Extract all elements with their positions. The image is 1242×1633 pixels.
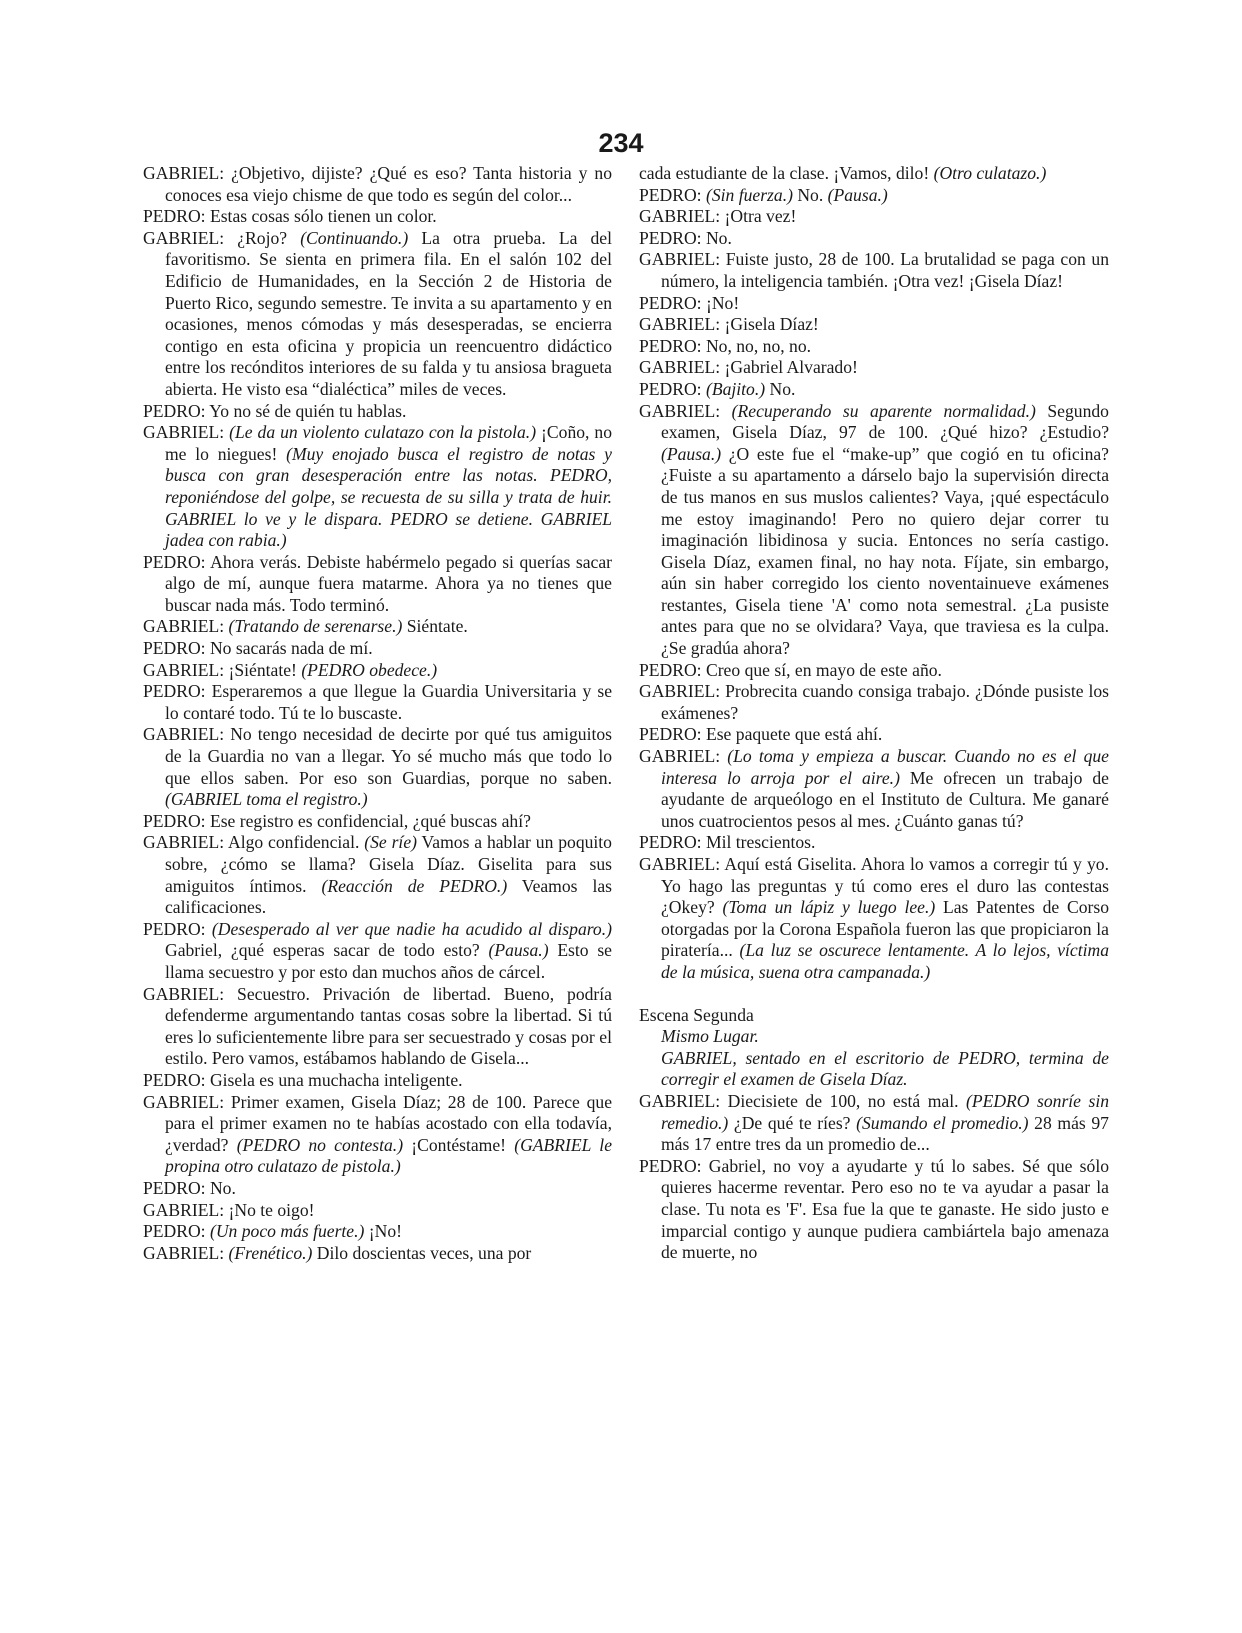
dialogue-text: La otra prueba. La del favoritismo. Se sienta en primera fila. En el salón 102 del Edificio de Humanidades, en la Sección 2 de Historia de Puerto Rico, segundo semestre. Te invita a su apartamento y en ocasiones, menos cómodas y más desesperadas, se encierra contigo en esta oficina y propicia un reencuentro didáctico entre los recónditos interiores de su falda y tu ansiosa bragueta abierta. He visto esa “dialéctica” miles de veces. <box>165 227 612 399</box>
dialogue-text: Siéntate. <box>402 616 468 637</box>
dialogue-text: Las Patentes de Corso otorgadas por la Corona Española fueron las que propiciaron la piratería... <box>661 897 1110 961</box>
dialogue-text: GABRIEL: ¡Otra vez! <box>639 206 797 227</box>
dialogue-text: GABRIEL: No tengo necesidad de decirte por qué tus amiguitos de la Guardia no van a llegar. Yo sé mucho más que todo lo que ellos saben. Por eso son Guardias, porque no saben. <box>143 724 612 788</box>
dialogue-text: GABRIEL: <box>143 616 229 637</box>
stage-direction-text: (Muy enojado busca el registro de notas y busca con gran desesperación entre las notas. PEDRO, reponiéndose del golpe, se recuesta de su silla y trata de huir. GABRIEL lo ve y le dispara. PEDRO se detiene. GABRIEL jadea con rabia.) <box>165 443 612 551</box>
dialogue-text: cada estudiante de la clase. ¡Vamos, dilo! <box>639 163 934 183</box>
stage-direction-text: (PEDRO obedece.) <box>301 659 438 680</box>
dialogue-text: PEDRO: <box>639 184 706 205</box>
stage-direction-text: (Bajito.) <box>705 378 766 399</box>
dialogue-text: PEDRO: No. <box>143 1177 236 1198</box>
dialogue-paragraph <box>143 811 612 833</box>
scene-heading <box>639 1005 1109 1027</box>
dialogue-text: PEDRO: Ese registro es confidencial, ¿qué buscas ahí? <box>143 810 531 831</box>
dialogue-paragraph <box>143 1243 612 1265</box>
dialogue-text: PEDRO: Mil trescientos. <box>639 832 816 853</box>
dialogue-text: PEDRO: No sacarás nada de mí. <box>143 638 373 659</box>
stage-direction-text: (Tratando de serenarse.) <box>228 616 403 637</box>
dialogue-paragraph <box>639 185 1109 207</box>
dialogue-text: GABRIEL: <box>639 746 728 767</box>
stage-direction-text: (Un poco más fuerte.) <box>209 1221 365 1242</box>
dialogue-text: PEDRO: Gisela es una muchacha inteligente. <box>143 1069 463 1090</box>
stage-direction-text: GABRIEL, sentado en el escritorio de PEDRO, termina de corregir el examen de Gisela Díaz. <box>661 1047 1109 1090</box>
dialogue-text: GABRIEL: Diecisiete de 100, no está mal. <box>639 1090 966 1111</box>
dialogue-text: GABRIEL: <box>143 1242 229 1263</box>
stage-direction-text: (Toma un lápiz y luego lee.) <box>722 897 936 918</box>
dialogue-text: 28 más 97 más 17 entre tres da un promedio de... <box>661 1112 1109 1155</box>
dialogue-paragraph <box>639 314 1109 336</box>
dialogue-text: ¿O este fue el “make-up” que cogió en tu oficina? ¿Fuiste a su apartamento a dárselo bajo la supervisión directa de tus manos en sus muslos calientes? Vaya, ¡qué espectáculo me estoy imaginando! Pero no quiero dejar correr tu imaginación libidinosa y sucia. Entonces no sería castigo. Gisela Díaz, examen final, no hay nota. Fíjate, sin embargo, aún sin haber corregido los ciento noventainueve exámenes restantes, Gisela tiene 'A' como nota semestral. ¿La pusiste antes para que no se olvidara? Vaya, que traviesa es la culpa. ¿Se gradúa ahora? <box>661 443 1109 659</box>
dialogue-text: PEDRO: <box>143 1221 210 1242</box>
stage-direction-text: (Le da un violento culatazo con la pistola.) <box>229 422 537 443</box>
dialogue-text: PEDRO: No. <box>639 227 732 248</box>
dialogue-paragraph <box>639 660 1109 682</box>
dialogue-paragraph <box>639 1091 1109 1156</box>
dialogue-paragraph <box>639 401 1109 660</box>
dialogue-text: Gabriel, ¿qué esperas sacar de todo esto? <box>165 940 489 961</box>
dialogue-paragraph <box>143 163 612 206</box>
dialogue-paragraph <box>639 357 1109 379</box>
dialogue-paragraph <box>143 1221 612 1243</box>
stage-direction-text: (PEDRO no contesta.) <box>236 1134 404 1155</box>
dialogue-text: GABRIEL: ¿Rojo? <box>143 227 301 248</box>
dialogue-paragraph <box>143 422 612 552</box>
dialogue-text: Segundo examen, Gisela Díaz, 97 de 100. ¿Qué hizo? ¿Estudio? <box>661 400 1109 443</box>
dialogue-text: PEDRO: Esperaremos a que llegue la Guardia Universitaria y se lo contaré todo. Tú te lo buscaste. <box>143 681 612 723</box>
dialogue-text: GABRIEL: Primer examen, Gisela Díaz; 28 de 100. Parece que para el primer examen no te habías acostado con ella todavía, ¿verdad? <box>143 1091 612 1155</box>
dialogue-text: PEDRO: Estas cosas sólo tienen un color. <box>143 206 437 227</box>
stage-direction-text: (GABRIEL toma el registro.) <box>165 789 368 810</box>
stage-direction-text: (La luz se oscurece lentamente. A lo lejos, víctima de la música, suena otra campanada.) <box>661 940 1110 982</box>
dialogue-paragraph <box>143 984 612 1070</box>
stage-direction <box>639 1026 1109 1048</box>
stage-direction-text: (GABRIEL le propina otro culatazo de pistola.) <box>165 1134 612 1177</box>
dialogue-text: GABRIEL: Fuiste justo, 28 de 100. La brutalidad se paga con un número, la inteligencia también. ¡Otra vez! ¡Gisela Díaz! <box>639 249 1109 291</box>
left-column <box>143 163 612 1264</box>
dialogue-text: Esto se llama secuestro y por esto dan muchos años de cárcel. <box>165 940 612 982</box>
dialogue-text: GABRIEL: ¡Gabriel Alvarado! <box>639 357 858 378</box>
dialogue-paragraph <box>639 228 1109 250</box>
dialogue-text: No. <box>792 184 828 205</box>
dialogue-paragraph <box>143 681 612 724</box>
dialogue-paragraph <box>639 206 1109 228</box>
stage-direction-text: (Reacción de PEDRO.) <box>321 875 508 896</box>
right-column <box>639 163 1109 1264</box>
dialogue-paragraph <box>639 681 1109 724</box>
stage-direction-text: (Sumando el promedio.) <box>856 1112 1029 1133</box>
dialogue-paragraph <box>639 293 1109 315</box>
dialogue-text: PEDRO: Creo que sí, en mayo de este año. <box>639 659 942 680</box>
dialogue-paragraph <box>143 832 612 918</box>
dialogue-text: PEDRO: ¡No! <box>639 292 740 313</box>
stage-direction-text: (Frenético.) <box>228 1242 313 1263</box>
dialogue-paragraph <box>639 854 1109 984</box>
dialogue-paragraph <box>143 919 612 984</box>
dialogue-paragraph <box>143 616 612 638</box>
dialogue-text: GABRIEL: <box>639 400 732 421</box>
dialogue-paragraph <box>639 1156 1109 1264</box>
dialogue-paragraph <box>143 552 612 617</box>
dialogue-text: GABRIEL: <box>143 422 230 443</box>
dialogue-text: GABRIEL: ¿Objetivo, dijiste? ¿Qué es eso? Tanta historia y no conoces esa viejo chisme de que todo es según del color... <box>143 163 612 205</box>
stage-direction-text: (Pausa.) <box>827 184 888 205</box>
stage-direction-text: (Recuperando su aparente normalidad.) <box>731 400 1036 421</box>
stage-direction-text: (Lo toma y empieza a buscar. Cuando no es el que interesa lo arroja por el aire.) <box>661 746 1109 788</box>
dialogue-text: GABRIEL: Probrecita cuando consiga trabajo. ¿Dónde pusiste los exámenes? <box>639 681 1109 723</box>
dialogue-paragraph <box>143 1070 612 1092</box>
dialogue-text: Me ofrecen un trabajo de ayudante de arqueólogo en el Instituto de Cultura. Me ganaré unos cuatrocientos pesos al mes. ¿Cuánto ganas tú? <box>661 767 1109 831</box>
dialogue-text: PEDRO: <box>639 378 706 399</box>
dialogue-paragraph <box>143 1092 612 1178</box>
dialogue-paragraph <box>639 379 1109 401</box>
dialogue-text: PEDRO: Ahora verás. Debiste habérmelo pegado si querías sacar algo de mí, aunque fuera matarme. Ahora ya no tienes que buscar nada más. Todo terminó. <box>143 551 612 615</box>
dialogue-text: PEDRO: <box>143 918 212 939</box>
dialogue-paragraph <box>639 724 1109 746</box>
dialogue-text: GABRIEL: Secuestro. Privación de libertad. Bueno, podría defenderme argumentando tantas cosas sobre la libertad. Si tú eres lo suficientemente libre para ser secuestrado y cosas por el estilo. Pero vamos, estábamos hablando de Gisela... <box>143 983 612 1069</box>
stage-direction-text: (Pausa.) <box>661 443 722 464</box>
dialogue-text: GABRIEL: ¡Siéntate! <box>143 659 302 680</box>
dialogue-paragraph <box>143 228 612 401</box>
dialogue-text: ¿De qué te ríes? <box>728 1112 857 1133</box>
dialogue-paragraph <box>143 660 612 682</box>
dialogue-paragraph <box>639 746 1109 832</box>
dialogue-paragraph <box>143 1178 612 1200</box>
dialogue-paragraph <box>639 832 1109 854</box>
dialogue-paragraph <box>143 206 612 228</box>
dialogue-paragraph <box>639 336 1109 358</box>
dialogue-text: ¡Contéstame! <box>403 1134 515 1155</box>
stage-direction <box>639 1048 1109 1091</box>
dialogue-text: ¡No! <box>364 1221 402 1242</box>
stage-direction-text: (Continuando.) <box>300 227 409 248</box>
dialogue-text: Escena Segunda <box>639 1004 754 1025</box>
stage-direction-text: Mismo Lugar. <box>661 1026 759 1047</box>
stage-direction-text: (PEDRO sonríe sin remedio.) <box>661 1090 1110 1133</box>
dialogue-text: Veamos las calificaciones. <box>165 875 612 918</box>
dialogue-text: GABRIEL: Algo confidencial. <box>143 832 365 853</box>
dialogue-text: ¡Coño, no me lo niegues! <box>165 422 612 464</box>
dialogue-text: PEDRO: Gabriel, no voy a ayudarte y tú lo sabes. Sé que sólo quieres hacerme reventar. Pero eso no te va ayudar a pasar la clase. Tu nota es 'F'. Esa fue la que te ganaste. He sido justo e imparcial contigo y aunque pudiera cambiártela bajo amenaza de muerte, no <box>639 1155 1109 1263</box>
dialogue-text: Dilo doscientas veces, una por <box>312 1242 532 1263</box>
dialogue-text: PEDRO: No, no, no, no. <box>639 335 812 356</box>
stage-direction-text: (Desesperado al ver que nadie ha acudido al disparo.) <box>211 918 612 939</box>
dialogue-text: GABRIEL: Aquí está Giselita. Ahora lo vamos a corregir tú y yo. Yo hago las preguntas y tú como eres el duro las contestas ¿Okey? <box>639 854 1109 918</box>
dialogue-text: Vamos a hablar un poquito sobre, ¿cómo se llama? Gisela Díaz. Giselita para sus amiguitos íntimos. <box>165 832 612 896</box>
dialogue-paragraph <box>143 1200 612 1222</box>
dialogue-text: GABRIEL: ¡No te oigo! <box>143 1199 315 1220</box>
dialogue-text: GABRIEL: ¡Gisela Díaz! <box>639 314 819 335</box>
stage-direction-text: (Pausa.) <box>488 940 549 961</box>
dialogue-paragraph <box>639 249 1109 292</box>
dialogue-paragraph <box>143 638 612 660</box>
page-number: 234 <box>598 128 644 158</box>
stage-direction-text: (Se ríe) <box>364 832 417 853</box>
dialogue-paragraph <box>143 401 612 423</box>
stage-direction-text: (Sin fuerza.) <box>705 184 793 205</box>
stage-direction-text: (Otro culatazo.) <box>933 163 1047 183</box>
dialogue-text: PEDRO: Ese paquete que está ahí. <box>639 724 883 745</box>
dialogue-text: PEDRO: Yo no sé de quién tu hablas. <box>143 400 407 421</box>
dialogue-paragraph <box>143 724 612 810</box>
dialogue-paragraph <box>639 163 1109 185</box>
dialogue-text: No. <box>765 378 796 399</box>
